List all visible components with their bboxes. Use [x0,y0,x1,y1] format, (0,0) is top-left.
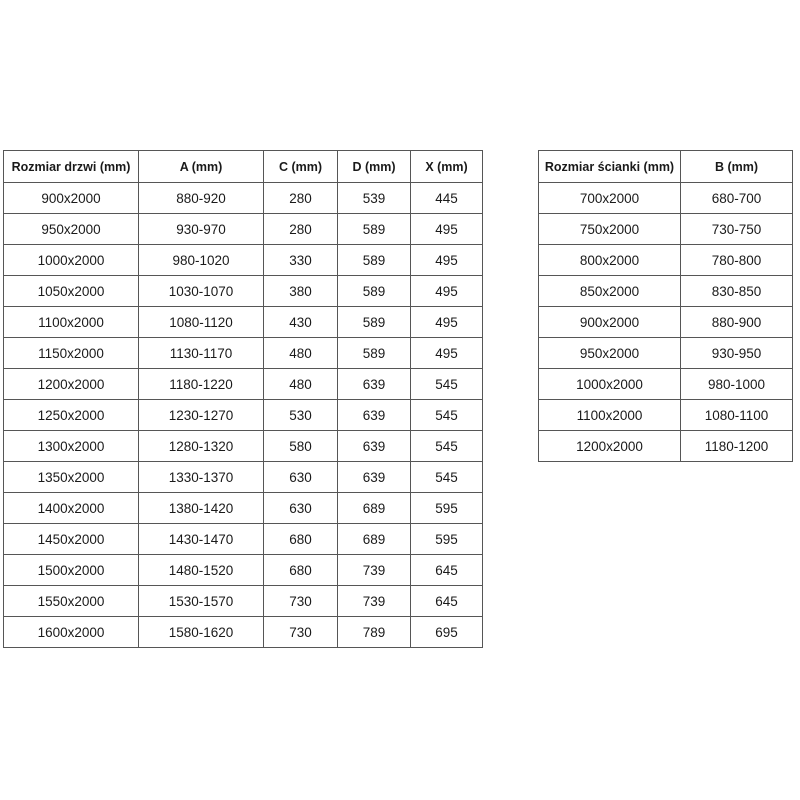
header-row [539,151,793,183]
table-cell: 689 [338,493,411,524]
table-cell: 280 [264,183,338,214]
table-cell: 480 [264,369,338,400]
table-row [539,276,793,307]
table-cell: 530 [264,400,338,431]
table-cell: 1280-1320 [139,431,264,462]
table-cell: 930-970 [139,214,264,245]
table-cell: 689 [338,524,411,555]
table-cell: 680-700 [681,183,793,214]
column-header: Rozmiar drzwi (mm) [4,151,139,183]
table-cell: 595 [411,524,483,555]
table-cell: 545 [411,462,483,493]
table-cell: 1080-1100 [681,400,793,431]
table-cell: 1180-1220 [139,369,264,400]
column-header: Rozmiar ścianki (mm) [539,151,681,183]
table-row [4,493,483,524]
table-cell: 1150x2000 [4,338,139,369]
table-cell: 1100x2000 [4,307,139,338]
table-row [4,307,483,338]
table-cell: 630 [264,462,338,493]
table-cell: 789 [338,617,411,648]
table-cell: 980-1020 [139,245,264,276]
table-cell: 639 [338,400,411,431]
table-cell: 800x2000 [539,245,681,276]
table-cell: 630 [264,493,338,524]
table-cell: 980-1000 [681,369,793,400]
table-cell: 950x2000 [4,214,139,245]
table-cell: 680 [264,555,338,586]
table-cell: 739 [338,555,411,586]
table-cell: 595 [411,493,483,524]
table-cell: 880-920 [139,183,264,214]
table-cell: 545 [411,369,483,400]
table-cell: 1450x2000 [4,524,139,555]
table-cell: 589 [338,214,411,245]
table-row [4,245,483,276]
header-row [4,151,483,183]
table-cell: 380 [264,276,338,307]
table-row [539,245,793,276]
table-cell: 739 [338,586,411,617]
column-header: D (mm) [338,151,411,183]
table-row [4,462,483,493]
table-row [4,214,483,245]
table-cell: 1000x2000 [4,245,139,276]
table-cell: 645 [411,586,483,617]
table-cell: 495 [411,307,483,338]
table-row [539,214,793,245]
table-cell: 1380-1420 [139,493,264,524]
table-cell: 1180-1200 [681,431,793,462]
table-row [539,307,793,338]
table-cell: 730 [264,617,338,648]
table-cell: 850x2000 [539,276,681,307]
table-cell: 1000x2000 [539,369,681,400]
table-row [4,431,483,462]
table-cell: 645 [411,555,483,586]
table-cell: 1530-1570 [139,586,264,617]
table-cell: 495 [411,276,483,307]
table-cell: 1300x2000 [4,431,139,462]
table-cell: 589 [338,338,411,369]
table-cell: 1550x2000 [4,586,139,617]
table-row [4,183,483,214]
table-row [539,431,793,462]
table-cell: 730-750 [681,214,793,245]
table-row [4,586,483,617]
table-cell: 750x2000 [539,214,681,245]
table-cell: 639 [338,369,411,400]
table-row [539,400,793,431]
table-row [4,555,483,586]
table-row [4,400,483,431]
table-cell: 700x2000 [539,183,681,214]
table-cell: 900x2000 [4,183,139,214]
table-cell: 580 [264,431,338,462]
table-cell: 495 [411,245,483,276]
table-row [4,617,483,648]
table-cell: 545 [411,400,483,431]
table-cell: 589 [338,307,411,338]
table-cell: 1480-1520 [139,555,264,586]
table-cell: 639 [338,431,411,462]
table-cell: 1350x2000 [4,462,139,493]
table-cell: 1330-1370 [139,462,264,493]
column-header: X (mm) [411,151,483,183]
table-cell: 780-800 [681,245,793,276]
table-cell: 900x2000 [539,307,681,338]
table-row [4,369,483,400]
table-cell: 1430-1470 [139,524,264,555]
table-cell: 639 [338,462,411,493]
door-dimensions-table [3,150,483,648]
table-cell: 1030-1070 [139,276,264,307]
table-cell: 545 [411,431,483,462]
table-cell: 950x2000 [539,338,681,369]
table-cell: 539 [338,183,411,214]
column-header: A (mm) [139,151,264,183]
table-cell: 695 [411,617,483,648]
table-cell: 1080-1120 [139,307,264,338]
table-cell: 1050x2000 [4,276,139,307]
table-row [539,338,793,369]
table-cell: 330 [264,245,338,276]
column-header: C (mm) [264,151,338,183]
table-cell: 280 [264,214,338,245]
table-cell: 1200x2000 [4,369,139,400]
table-cell: 495 [411,338,483,369]
table-cell: 1500x2000 [4,555,139,586]
table-cell: 1230-1270 [139,400,264,431]
table-cell: 1130-1170 [139,338,264,369]
table-cell: 589 [338,245,411,276]
table-cell: 1100x2000 [539,400,681,431]
table-cell: 1600x2000 [4,617,139,648]
table-cell: 430 [264,307,338,338]
table-cell: 1400x2000 [4,493,139,524]
table-row [4,524,483,555]
table-cell: 445 [411,183,483,214]
table-row [539,369,793,400]
column-header: B (mm) [681,151,793,183]
wall-dimensions-table [538,150,793,462]
table-cell: 730 [264,586,338,617]
table-cell: 589 [338,276,411,307]
table-cell: 680 [264,524,338,555]
table-cell: 480 [264,338,338,369]
table-row [539,183,793,214]
table-cell: 1200x2000 [539,431,681,462]
table-cell: 495 [411,214,483,245]
table-row [4,338,483,369]
table-cell: 1250x2000 [4,400,139,431]
table-cell: 880-900 [681,307,793,338]
table-cell: 830-850 [681,276,793,307]
table-cell: 930-950 [681,338,793,369]
table-row [4,276,483,307]
table-cell: 1580-1620 [139,617,264,648]
